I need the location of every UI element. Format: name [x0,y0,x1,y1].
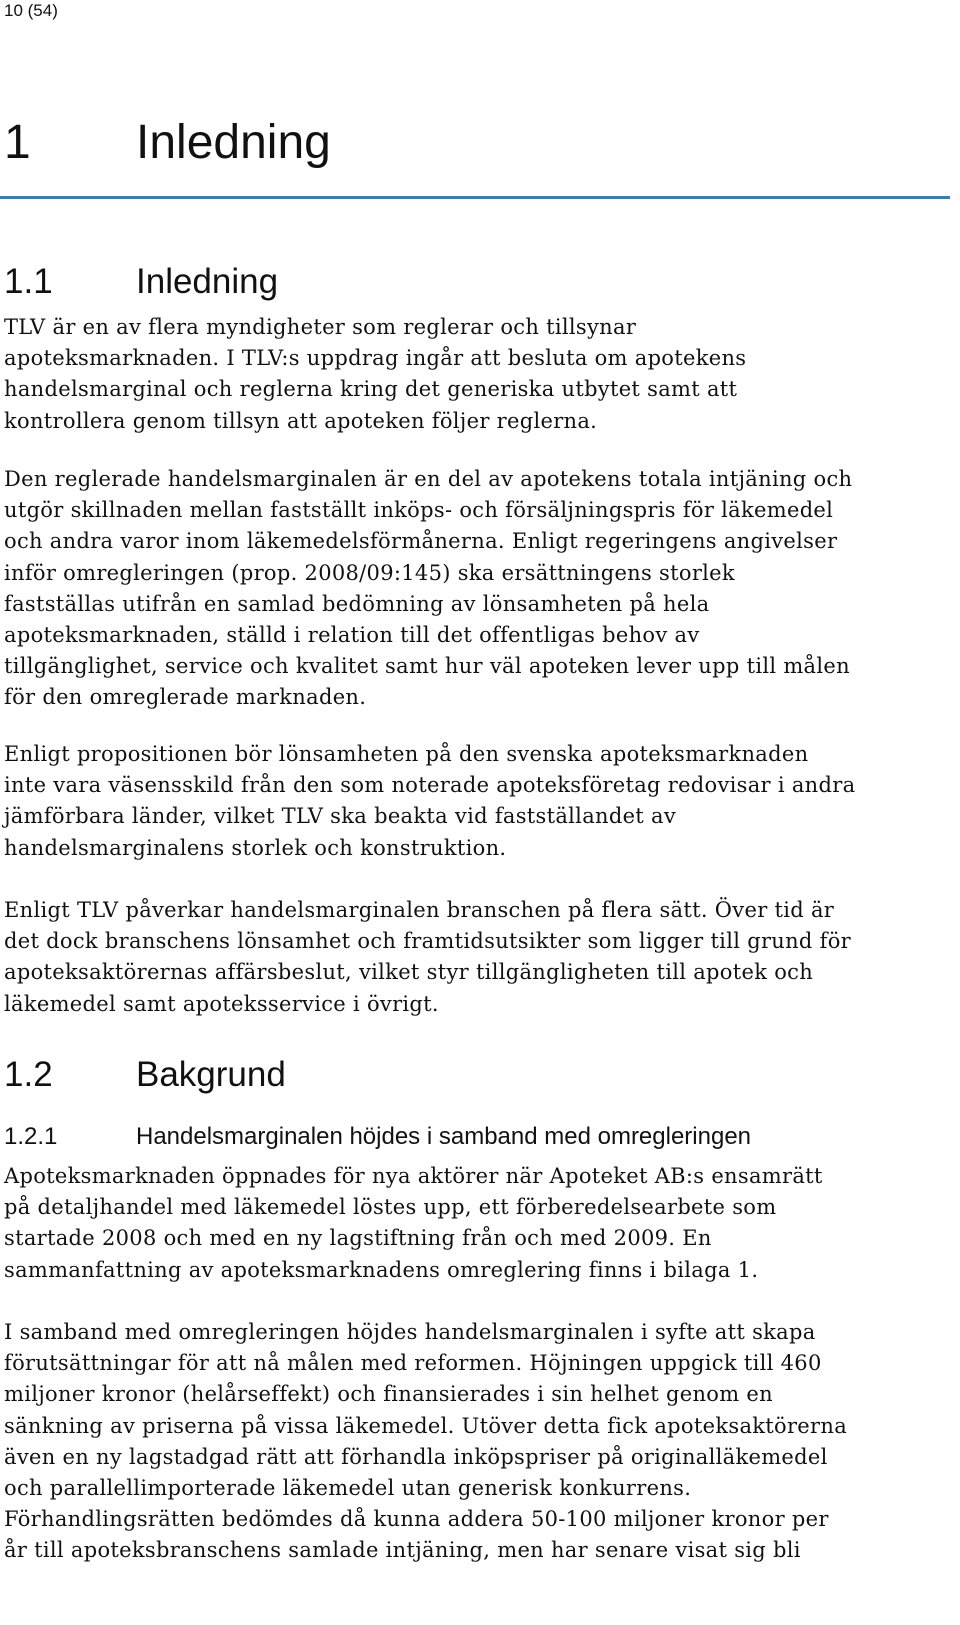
paragraph-i-samband: I samband med omregleringen höjdes handelsmarginalen i syfte att skapa förutsättningar för att nå målen med reformen. Höjningen uppgick till 460 miljoner kronor (helårseffekt) och finansierades i sin helhet genom en sänkning av priserna på vissa läkemedel. Utöver detta fick apoteksaktörerna även en ny lagstadgad rätt att förhandla inköpspriser på originalläkemedel och parallellimporterade läkemedel utan generisk konkurrens. Förhandlingsrätten bedömdes då kunna addera 50-100 miljoner kronor per år till apoteksbranschens samlade intjäning, men har senare visat sig bli [4,1320,848,1563]
section-number: 1.1 [4,262,53,301]
section-heading-1-1 [4,261,278,303]
section-title: Inledning [136,262,279,301]
paragraph-propositionen: Enligt propositionen bör lönsamheten på den svenska apoteksmarknaden inte vara väsensskild från den som noterade apoteksföretag redovisar i andra jämförbara länder, vilket TLV ska beakta vid fastställandet av handelsmarginalens storlek och konstruktion. [4,742,856,860]
chapter-number: 1 [4,116,31,169]
subsection-heading-1-2-1 [4,1122,751,1152]
subsection-number: 1.2.1 [4,1123,58,1150]
section-heading-1-2 [4,1054,286,1096]
paragraph-intro: TLV är en av flera myndigheter som reglerar och tillsynar apoteksmarknaden. I TLV:s uppdrag ingår att besluta om apotekens handelsmarginal och reglerna kring det generiska utbytet samt att kontrollera genom tillsyn att apoteken följer reglerna. [4,315,747,433]
subsection-title: Handelsmarginalen höjdes i samband med omregleringen [136,1123,752,1150]
chapter-divider [0,196,950,199]
section-title: Bakgrund [136,1055,286,1094]
chapter-heading [4,114,331,172]
paragraph-apoteksmarknaden: Apoteksmarknaden öppnades för nya aktörer när Apoteket AB:s ensamrätt på detaljhandel med läkemedel löstes upp, ett förberedelsearbete som startade 2008 och med en ny lagstiftning från och med 2009. En sammanfattning av apoteksmarknadens omreglering finns i bilaga 1. [4,1164,823,1282]
paragraph-tlv-paverkar: Enligt TLV påverkar handelsmarginalen branschen på flera sätt. Över tid är det dock branschens lönsamhet och framtidsutsikter som ligger till grund för apoteksaktörernas affärsbeslut, vilket styr tillgängligheten till apotek och läkemedel samt apoteksservice i övrigt. [4,898,852,1016]
chapter-title: Inledning [136,116,331,169]
page-number: 10 (54) [4,1,58,20]
section-number: 1.2 [4,1055,53,1094]
paragraph-handelsmarginal: Den reglerade handelsmarginalen är en del av apotekens totala intjäning och utgör skillnaden mellan fastställt inköps- och försäljningspris för läkemedel och andra varor inom läkemedelsförmånerna. Enligt regeringens angivelser inför omregleringen (prop. 2008/09:145) ska ersättningens storlek fastställas utifrån en samlad bedömning av lönsamheten på hela apoteksmarknaden, ställd i relation till det offentligas behov av tillgänglighet, service och kvalitet samt hur väl apoteken lever upp till målen för den omreglerade marknaden. [4,467,853,710]
